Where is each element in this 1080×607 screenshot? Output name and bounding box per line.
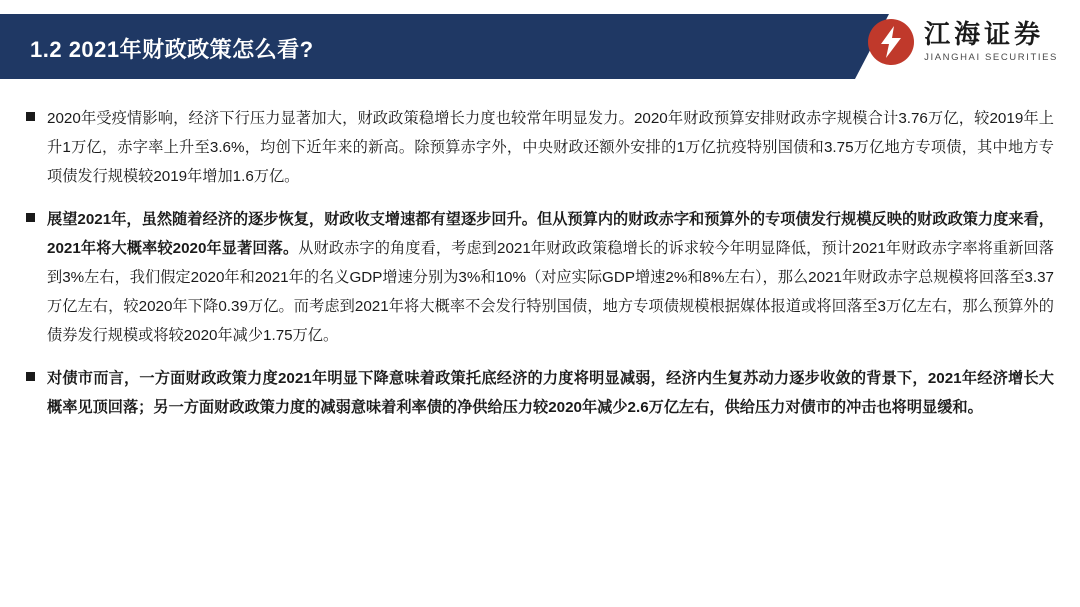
paragraph-3 — [26, 364, 1054, 422]
bullet-marker — [26, 112, 35, 121]
lightning-bolt-icon — [868, 19, 914, 65]
paragraph-lead: 展望2021年，虽然随着经济的逐步恢复，财政收支增速都有望逐步回升。但从预算内的财政赤字和预算外的专项债发行规模反映的财政政策力度来看，2021年将大概率较2020年显著回落。 — [47, 211, 1054, 257]
company-logo — [868, 16, 1058, 68]
paragraph-text: 对债市而言，一方面财政政策力度2021年明显下降意味着政策托底经济的力度将明显减弱，经济内生复苏动力逐步收敛的背景下，2021年经济增长大概率见顶回落；另一方面财政政策力度的减弱意味着利率债的净供给压力较2020年减少2.6万亿左右，供给压力对债市的冲击也将明显缓和。 — [47, 370, 1054, 416]
logo-brand-en: JIANGHAI SECURITIES — [924, 51, 1058, 63]
paragraph-rest: 从财政赤字的角度看，考虑到2021年财政政策稳增长的诉求较今年明显降低，预计2021年财政赤字率将重新回落到3%左右，我们假定2020年和2021年的名义GDP增速分别为3%和10%（对应实际GDP增速2%和8%左右），那么2021年财政赤字总规模将回落至3.37万亿左右，较2020年下降0.39万亿。而考虑到2021年将大概率不会发行特别国债，地方专项债规模根据媒体报道或将回落至3万亿左右，那么预算外的债券发行规模或将较2020年减少1.75万亿。 — [47, 240, 1054, 344]
bullet-marker — [26, 372, 35, 381]
logo-brand-cn: 江海证券 — [924, 19, 1045, 50]
bolt-glyph — [868, 19, 914, 65]
logo-text — [924, 21, 1058, 62]
paragraph-text: 2020年受疫情影响，经济下行压力显著加大，财政政策稳增长力度也较常年明显发力。2020年财政预算安排财政赤字规模合计3.76万亿，较2019年上升1万亿，赤字率上升至3.6%，均创下近年来的新高。除预算赤字外，中央财政还额外安排的1万亿抗疫特别国债和3.75万亿地方专项债，其中地方专项债发行规模较2019年增加1.6万亿。 — [47, 110, 1054, 185]
slide-body — [26, 104, 1054, 436]
bullet-marker — [26, 213, 35, 222]
paragraph-2 — [26, 205, 1054, 350]
paragraph-text — [47, 205, 1054, 350]
page-title: 1.2 2021年财政政策怎么看? — [30, 37, 314, 62]
paragraph-1 — [26, 104, 1054, 191]
